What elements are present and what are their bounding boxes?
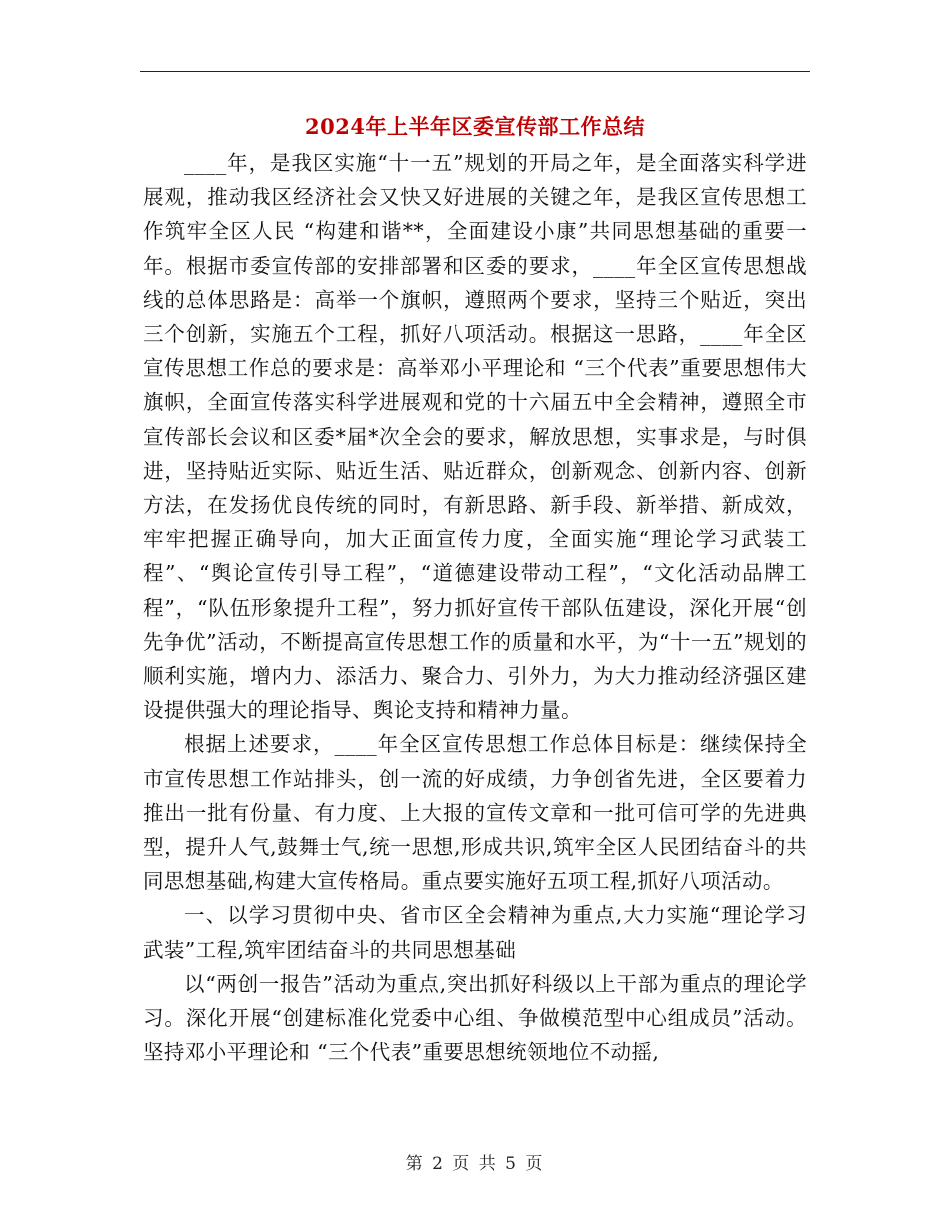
document-title: 2024年上半年区委宣传部工作总结 <box>305 114 645 139</box>
paragraph-section-1: 以“两创一报告”活动为重点,突出抓好科级以上干部为重点的理论学习。深化开展“创建标准化党委中心组、争做模范型中心组成员”活动。坚持邓小平理论和 “三个代表”重要思想统领地位不动摇, <box>143 971 807 1065</box>
section-heading-1: 一、以学习贯彻中央、省市区全会精神为重点,大力实施“理论学习武装”工程,筑牢团结奋斗的共同思想基础 <box>143 903 807 962</box>
page-number: 第 2 页 共 5 页 <box>405 1154 545 1174</box>
header-rule <box>140 71 810 72</box>
document-body <box>143 146 807 1069</box>
paragraph-intro: ____年，是我区实施“十一五”规划的开局之年，是全面落实科学进展观，推动我区经济社会又快又好进展的关键之年，是我区宣传思想工作筑牢全区人民 “构建和谐**，全面建设小康”共同思想基础的重要一年。根据市委宣传部的安排部署和区委的要求，____年全区宣传思想战线的总体思路是：高举一个旗帜，遵照两个要求，坚持三个贴近，突出三个创新，实施五个工程，抓好八项活动。根据这一思路，____年全区宣传思想工作总的要求是：高举邓小平理论和 “三个代表”重要思想伟大旗帜，全面宣传落实科学进展观和党的十六届五中全会精神，遵照全市宣传部长会议和区委*届*次全会的要求，解放思想，实事求是，与时俱进，坚持贴近实际、贴近生活、贴近群众，创新观念、创新内容、创新方法，在发扬优良传统的同时，有新思路、新手段、新举措、新成效，牢牢把握正确导向，加大正面宣传力度，全面实施“理论学习武装工程”、“舆论宣传引导工程”，“道德建设带动工程”，“文化活动品牌工程”，“队伍形象提升工程”，努力抓好宣传干部队伍建设，深化开展“创先争优”活动，不断提高宣传思想工作的质量和水平，为“十一五”规划的顺利实施，增内力、添活力、聚合力、引外力，为大力推动经济强区建设提供强大的理论指导、舆论支持和精神力量。 <box>143 151 807 723</box>
paragraph-goals: 根据上述要求，____年全区宣传思想工作总体目标是：继续保持全市宣传思想工作站排头，创一流的好成绩，力争创省先进，全区要着力推出一批有份量、有力度、上大报的宣传文章和一批可信可学的先进典型，提升人气,鼓舞士气,统一思想,形成共识,筑牢全区人民团结奋斗的共同思想基础,构建大宣传格局。重点要实施好五项工程,抓好八项活动。 <box>143 732 807 894</box>
